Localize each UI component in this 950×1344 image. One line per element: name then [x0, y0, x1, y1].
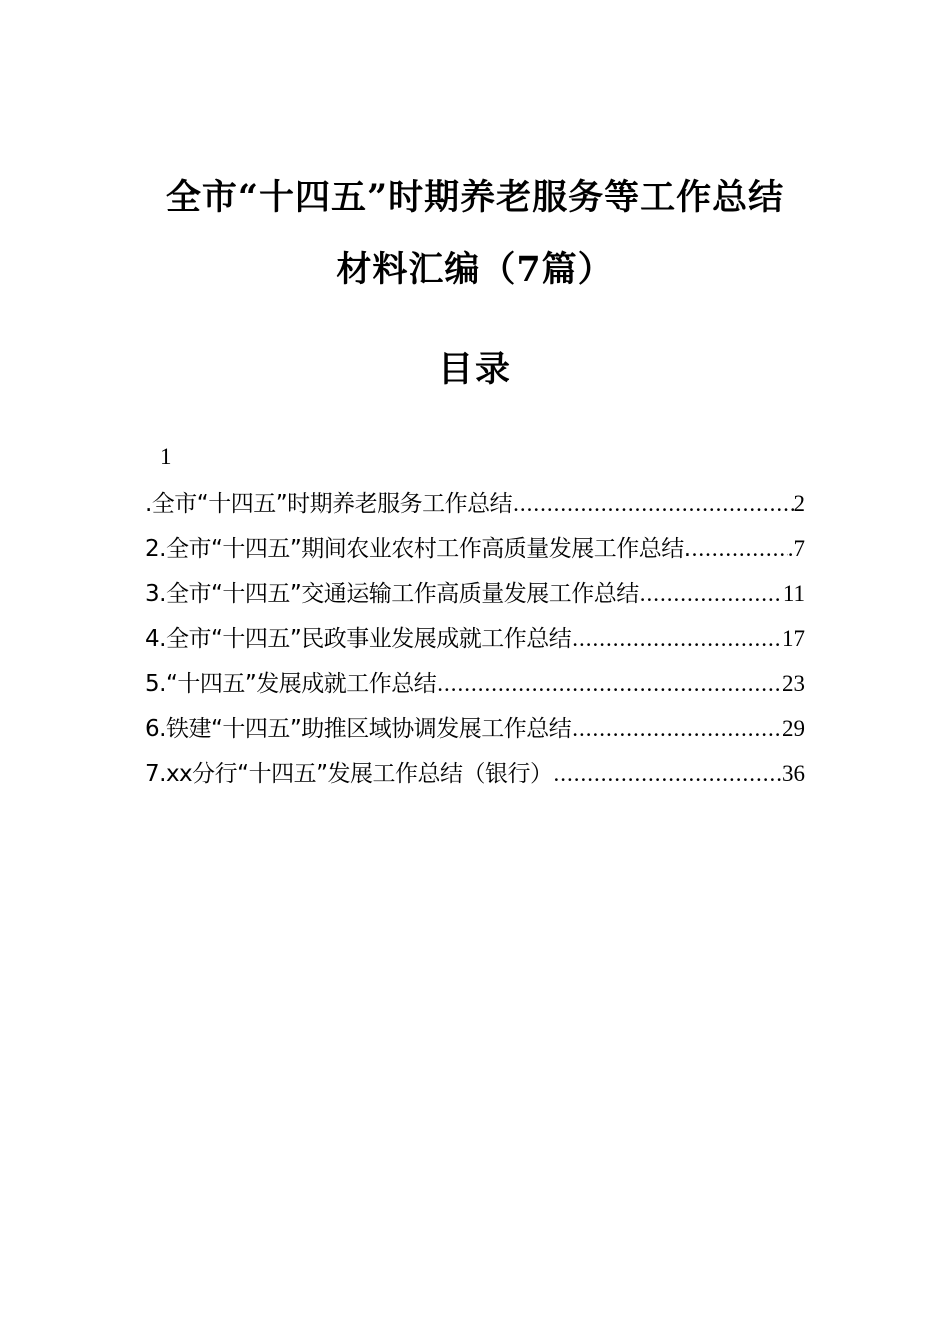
toc-entry-page: 11	[782, 581, 805, 606]
toc-entry-page: 17	[782, 626, 805, 651]
toc-entry[interactable]	[145, 619, 805, 664]
toc-entry[interactable]	[145, 484, 805, 529]
toc-entry-text: 3.全市“十四五”交通运输工作高质量发展工作总结	[145, 581, 639, 607]
toc-entry[interactable]	[145, 574, 805, 619]
toc-entry[interactable]	[145, 754, 805, 799]
toc-entry-text: 5.“十四五”发展成就工作总结	[145, 671, 437, 697]
toc-entry-page: 2	[793, 491, 805, 516]
toc-leader-dots	[691, 529, 788, 569]
toc-leader-dots	[639, 574, 783, 614]
toc-entry-page: 36	[782, 761, 805, 786]
toc-leader-dots	[436, 664, 782, 704]
toc-entry-page: 23	[782, 671, 805, 696]
toc-entry[interactable]	[145, 664, 805, 709]
toc-entry-text: 4.全市“十四五”民政事业发展成就工作总结	[145, 626, 572, 652]
toc-entry-page: 29	[782, 716, 805, 741]
document-title-line-1: 全市“十四五”时期养老服务等工作总结	[165, 177, 785, 218]
toc-leader-dots	[571, 619, 782, 659]
toc-heading: 目录	[437, 349, 512, 390]
toc-first-number: 1	[160, 444, 172, 469]
document-title-line-2: 材料汇编（7篇）	[336, 249, 614, 290]
toc-leader-dots	[512, 484, 793, 524]
toc-entry[interactable]	[145, 709, 805, 754]
toc-entry-text: .全市“十四五”时期养老服务工作总结	[145, 491, 513, 517]
toc-entry-text: 7.xx分行“十四五”发展工作总结（银行）	[145, 761, 553, 787]
toc-entry[interactable]	[145, 529, 805, 574]
toc-entry-page: .7	[787, 536, 805, 561]
toc-entry-text: 6.铁建“十四五”助推区域协调发展工作总结	[145, 716, 572, 742]
toc-entry-text: 2.全市“十四五”期间农业农村工作高质量发展工作总结.	[145, 536, 691, 562]
toc-leader-dots	[553, 754, 783, 794]
table-of-contents	[145, 484, 805, 799]
toc-leader-dots	[571, 709, 782, 749]
